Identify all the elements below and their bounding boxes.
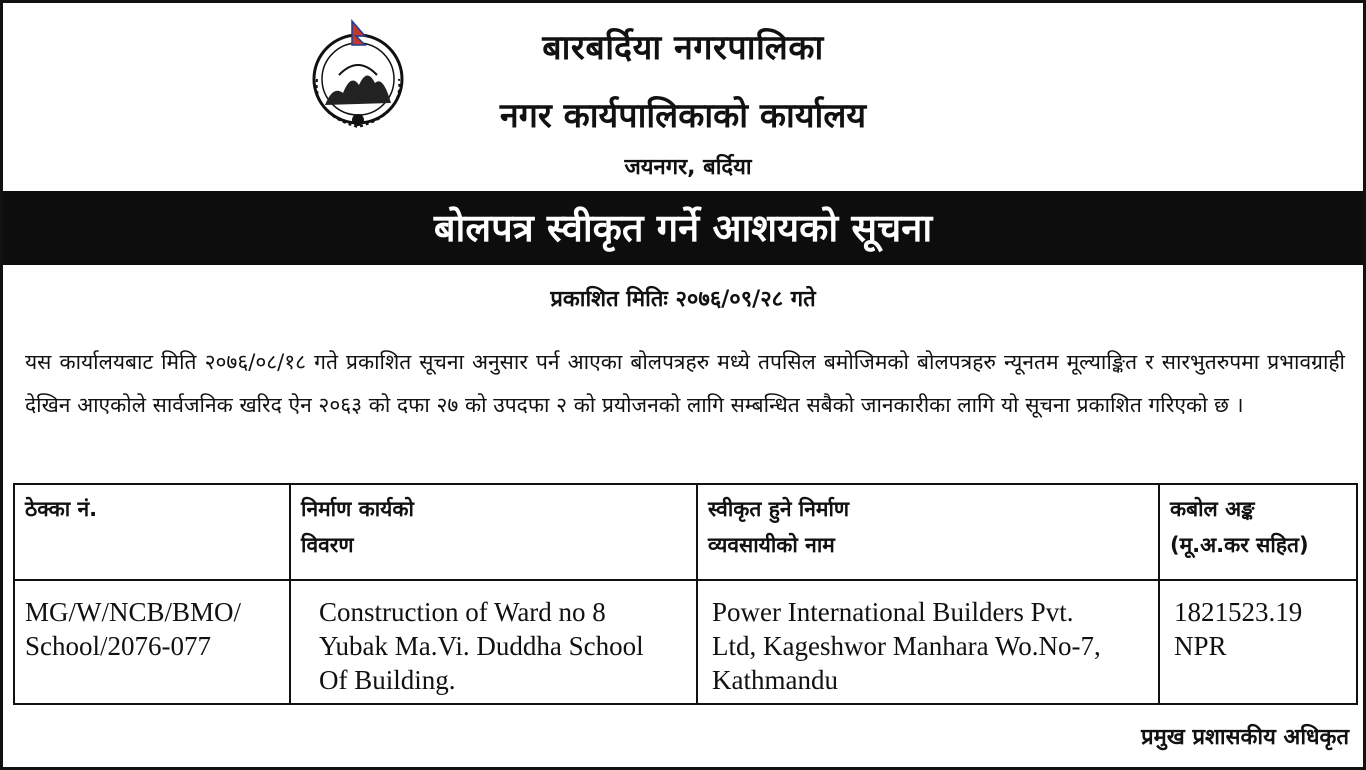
notice-body-text: यस कार्यालयबाट मिति २०७६/०८/१८ गते प्रकाशित सूचना अनुसार पर्न आएका बोलपत्रहरु मध्ये तपसिल बमोजिमको बोलपत्रहरु न्यूनतम मूल्याङ्कित र सारभुतरुपमा प्रभावग्राही देखिन आएकोले सार्वजनिक खरिद ऐन २०६३ को दफा २७ को उपदफा २ को प्रयोजनको लागि सम्बन्धित सबैको जानकारीका लागि यो सूचना प्रकाशित गरिएको छ ।	[25, 350, 1345, 417]
cell-contract-no	[14, 580, 290, 704]
header-builder-name-line1: स्वीकृत हुने निर्माण	[708, 497, 850, 521]
header-bid-amount	[1159, 484, 1357, 580]
table-row	[14, 580, 1357, 704]
header-contract-no	[14, 484, 290, 580]
award-table	[13, 483, 1358, 705]
cell-amount-line2: NPR	[1174, 631, 1227, 661]
header-builder-name-line2: व्यवसायीको नाम	[708, 533, 835, 557]
header-bid-amount-line2: (मू.अ.कर सहित)	[1170, 533, 1309, 557]
publication-date: प्रकाशित मितिः २०७६/०९/२८ गते	[550, 287, 816, 312]
cell-builder-line2: Ltd, Kageshwor Manhara Wo.No-7,	[712, 631, 1101, 661]
org-name: बारबर्दिया नगरपालिका	[542, 28, 824, 68]
cell-work-line2: Yubak Ma.Vi. Duddha School	[319, 631, 644, 661]
cell-contract-no-line1: MG/W/NCB/BMO/	[25, 597, 242, 627]
notice-title-banner: बोलपत्र स्वीकृत गर्ने आशयको सूचना	[3, 191, 1363, 265]
office-location: जयनगर, बर्दिया	[624, 155, 752, 180]
cell-work-line3: Of Building.	[319, 665, 456, 695]
cell-bid-amount	[1159, 580, 1357, 704]
cell-work-line1: Construction of Ward no 8	[319, 597, 606, 627]
header-work-description	[290, 484, 697, 580]
signatory-title: प्रमुख प्रशासकीय अधिकृत	[1141, 725, 1349, 750]
table-header-row	[14, 484, 1357, 580]
cell-work-description	[290, 580, 697, 704]
cell-builder-name	[697, 580, 1159, 704]
header-contract-no-label: ठेक्का नं.	[25, 497, 98, 521]
header-work-description-line2: विवरण	[301, 533, 354, 557]
office-name: नगर कार्यपालिकाको कार्यालय	[499, 96, 867, 136]
cell-builder-line3: Kathmandu	[712, 665, 838, 695]
cell-amount-line1: 1821523.19	[1174, 597, 1303, 627]
header-bid-amount-line1: कबोल अङ्क	[1170, 497, 1255, 521]
cell-contract-no-line2: School/2076-077	[25, 631, 211, 661]
header-builder-name	[697, 484, 1159, 580]
header-work-description-line1: निर्माण कार्यको	[301, 497, 414, 521]
cell-builder-line1: Power International Builders Pvt.	[712, 597, 1074, 627]
nepal-emblem-icon	[303, 15, 413, 135]
